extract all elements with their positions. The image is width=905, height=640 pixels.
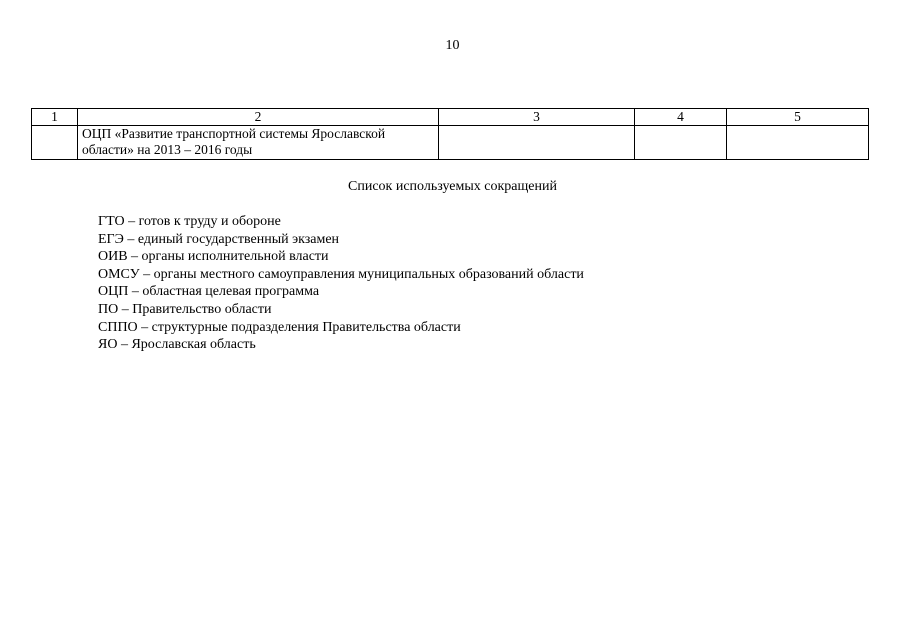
column-header-2: 2 [78,109,439,126]
list-item: ОЦП – областная целевая программа [98,284,320,300]
list-item: ОМСУ – органы местного самоуправления муниципальных образований области [98,266,584,282]
list-item: СППО – структурные подразделения Правительства области [98,319,461,335]
list-item: ПО – Правительство области [98,301,272,317]
column-header-5: 5 [727,109,869,126]
table-header-row [32,109,869,126]
list-item: ЕГЭ – единый государственный экзамен [98,231,340,247]
table-cell-5 [727,126,869,160]
main-table [31,108,869,160]
column-header-4: 4 [635,109,727,126]
column-header-1: 1 [32,109,78,126]
abbreviations-list [98,213,584,354]
table-cell-3 [439,126,635,160]
table-cell-2: ОЦП «Развитие транспортной системы Ярославской области» на 2013 – 2016 годы [78,126,439,160]
list-item: ЯО – Ярославская область [98,337,256,353]
table-cell-1 [32,126,78,160]
list-item: ОИВ – органы исполнительной власти [98,249,329,265]
table-row [32,126,869,160]
column-header-3: 3 [439,109,635,126]
abbreviations-title: Список используемых сокращений [348,179,557,194]
table-cell-4 [635,126,727,160]
page-number: 10 [445,38,460,53]
list-item: ГТО – готов к труду и обороне [98,214,281,229]
